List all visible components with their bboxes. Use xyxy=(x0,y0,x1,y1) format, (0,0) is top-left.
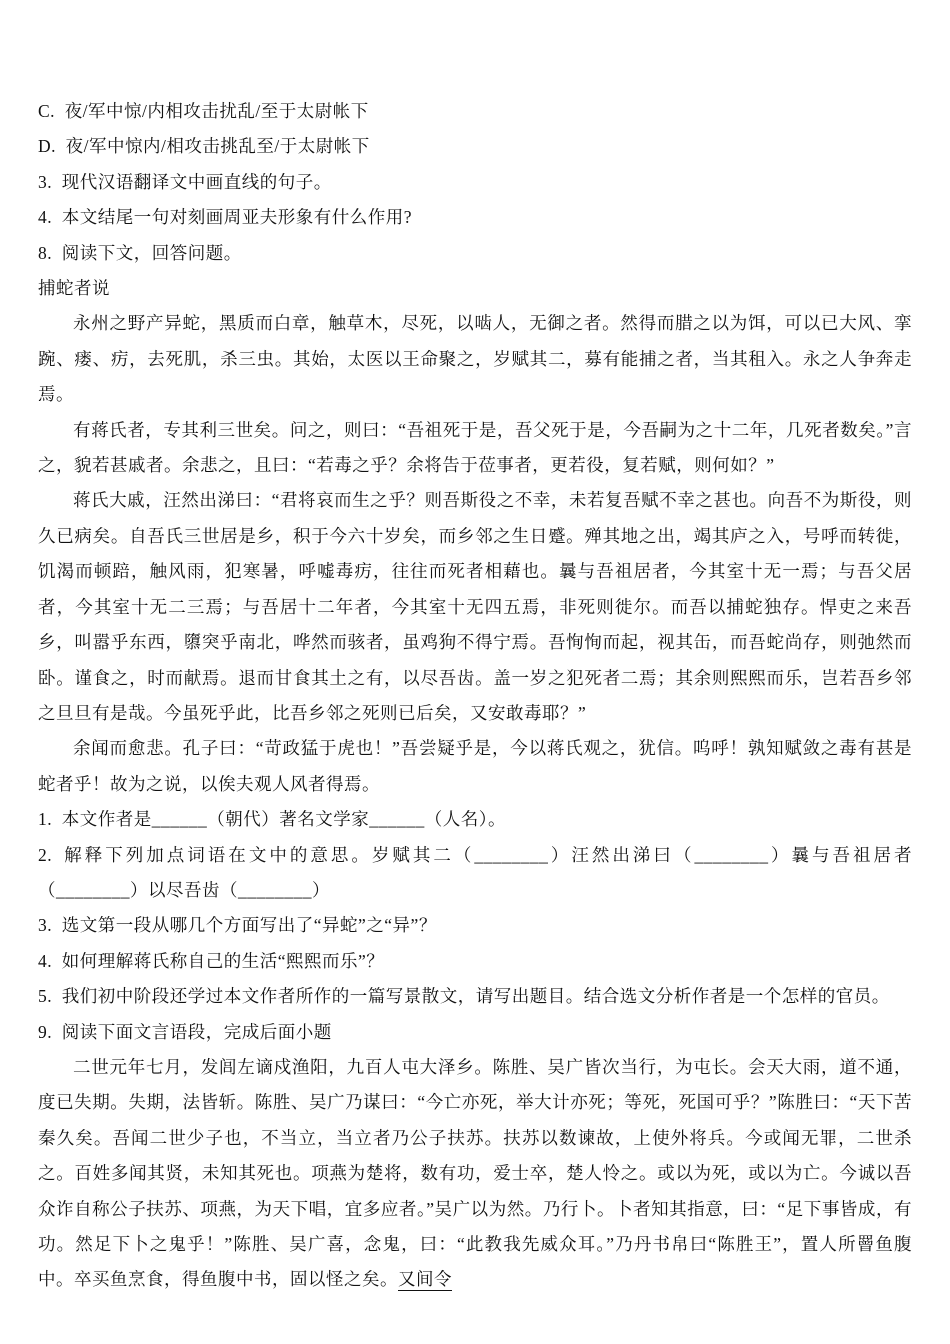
question-8 xyxy=(38,236,912,271)
essay1-paragraph-4: 余闻而愈悲。孔子曰：“苛政猛于虎也！”吾尝疑乎是，今以蒋氏观之，犹信。呜呼！孰知赋敛之毒有甚是蛇者乎！故为之说，以俟夫观人风者得焉。 xyxy=(38,738,912,794)
option-d-label: D. xyxy=(38,136,57,157)
question-9-text: 阅读下面文言语段，完成后面小题 xyxy=(61,1021,332,1042)
question-3-label: 3. xyxy=(38,171,53,192)
essay1-question-5-label: 5. xyxy=(38,986,53,1007)
essay1-question-1-label: 1. xyxy=(38,809,53,830)
essay1-question-4-label: 4. xyxy=(38,950,53,971)
option-d xyxy=(38,129,912,164)
essay1-question-4-text: 如何理解蒋氏称自己的生活“熙熙而乐”？ xyxy=(61,950,385,971)
question-3-text: 现代汉语翻译文中画直线的句子。 xyxy=(61,171,332,192)
option-d-text: 夜/军中惊内/相攻击挑乱至/于太尉帐下 xyxy=(65,136,370,157)
question-9 xyxy=(38,1015,912,1050)
essay1-question-2-label: 2. xyxy=(38,844,53,865)
option-c-label: C. xyxy=(38,101,56,121)
essay1-paragraph-2: 有蒋氏者，专其利三世矣。问之，则曰：“吾祖死于是，吾父死于是，今吾嗣为之十二年，几死者数矣。”言之，貌若甚戚者。余悲之，且曰：“若毒之乎？余将告于莅事者，更若役，复若赋，则何如？” xyxy=(38,419,912,476)
essay1-question-3-text: 选文第一段从哪几个方面写出了“异蛇”之“异”？ xyxy=(61,915,437,936)
essay1-title: 捕蛇者说 xyxy=(38,278,110,299)
question-4-label: 4. xyxy=(38,207,53,228)
essay1-question-2-text: 解释下列加点词语在文中的意思。岁赋其二（________）汪然出涕曰（________）曩与吾祖居者（________）以尽吾齿（________） xyxy=(38,844,912,900)
essay2-paragraph-main: 二世元年七月，发闾左谪戍渔阳，九百人屯大泽乡。陈胜、吴广皆次当行，为屯长。会天大雨，道不通，度已失期。失期，法皆斩。陈胜、吴广乃谋曰：“今亡亦死，举大计亦死；等死，死国可乎？”陈胜曰：“天下苦秦久矣。吾闻二世少子也，不当立，当立者乃公子扶苏。扶苏以数谏故，上使外将兵。今或闻无罪，二世杀之。百姓多闻其贤，未知其死也。项燕为楚将，数有功，爱士卒，楚人怜之。或以为死，或以为亡。今诚以吾众诈自称公子扶苏、项燕，为天下唱，宜多应者。”吴广以为然。乃行卜。卜者知其指意，曰：“足下事皆成，有功。然足下卜之鬼乎！”陈胜、吴广喜，念鬼，曰：“此教我先威众耳。”乃丹书帛曰“陈胜王”，置人所罾鱼腹中。卒买鱼烹食，得鱼腹中书，固以怪之矣。 xyxy=(38,1056,912,1290)
essay1-question-4 xyxy=(38,944,912,979)
essay2-paragraph xyxy=(38,1050,912,1298)
question-9-label: 9. xyxy=(38,1021,53,1042)
question-4 xyxy=(38,200,912,235)
essay1-paragraph-3: 蒋氏大戚，汪然出涕曰：“君将哀而生之乎？则吾斯役之不幸，未若复吾赋不幸之甚也。向吾不为斯役，则久已病矣。自吾氏三世居是乡，积于今六十岁矣，而乡邻之生日蹙。殚其地之出，竭其庐之入，号呼而转徙，饥渴而顿踣，触风雨，犯寒暑，呼嘘毒疠，往往而死者相藉也。曩与吾祖居者，今其室十无一焉；与吾父居者，今其室十无二三焉；与吾居十二年者，今其室十无四五焉，非死则徙尔。而吾以捕蛇独存。悍吏之来吾乡，叫嚣乎东西，隳突乎南北，哗然而骇者，虽鸡狗不得宁焉。吾恂恂而起，视其缶，而吾蛇尚存，则弛然而卧。谨食之，时而献焉。退而甘食其土之有，以尽吾齿。盖一岁之犯死者二焉；其余则熙熙而乐，岂若吾乡邻之旦旦有是哉。今虽死乎此，比吾乡邻之死则已后矣，又安敢毒耶？” xyxy=(38,490,912,723)
question-8-text: 阅读下文，回答问题。 xyxy=(61,242,242,263)
essay1-question-2 xyxy=(38,838,912,909)
essay1-question-1-text: 本文作者是______（朝代）著名文学家______（人名）。 xyxy=(61,809,506,830)
option-c-text: 夜/军中惊/内相攻击扰乱/至于太尉帐下 xyxy=(64,101,369,121)
essay1-question-3-label: 3. xyxy=(38,915,53,936)
essay1-question-1 xyxy=(38,802,912,837)
question-3 xyxy=(38,165,912,200)
essay2-underlined-phrase: 又间令 xyxy=(398,1269,452,1290)
essay1-paragraph-1: 永州之野产异蛇，黑质而白章，触草木，尽死，以啮人，无御之者。然得而腊之以为饵，可以已大风、挛踠、瘘、疠，去死肌，杀三虫。其始，太医以王命聚之，岁赋其二，募有能捕之者，当其租入。永之人争奔走焉。 xyxy=(38,313,912,405)
option-c xyxy=(38,94,912,129)
essay1-question-3 xyxy=(38,908,912,943)
essay1-question-5-text: 我们初中阶段还学过本文作者所作的一篇写景散文，请写出题目。结合选文分析作者是一个怎样的官员。 xyxy=(61,986,890,1007)
question-4-text: 本文结尾一句对刻画周亚夫形象有什么作用? xyxy=(61,207,413,228)
essay1-question-5 xyxy=(38,979,912,1014)
question-8-label: 8. xyxy=(38,242,53,263)
